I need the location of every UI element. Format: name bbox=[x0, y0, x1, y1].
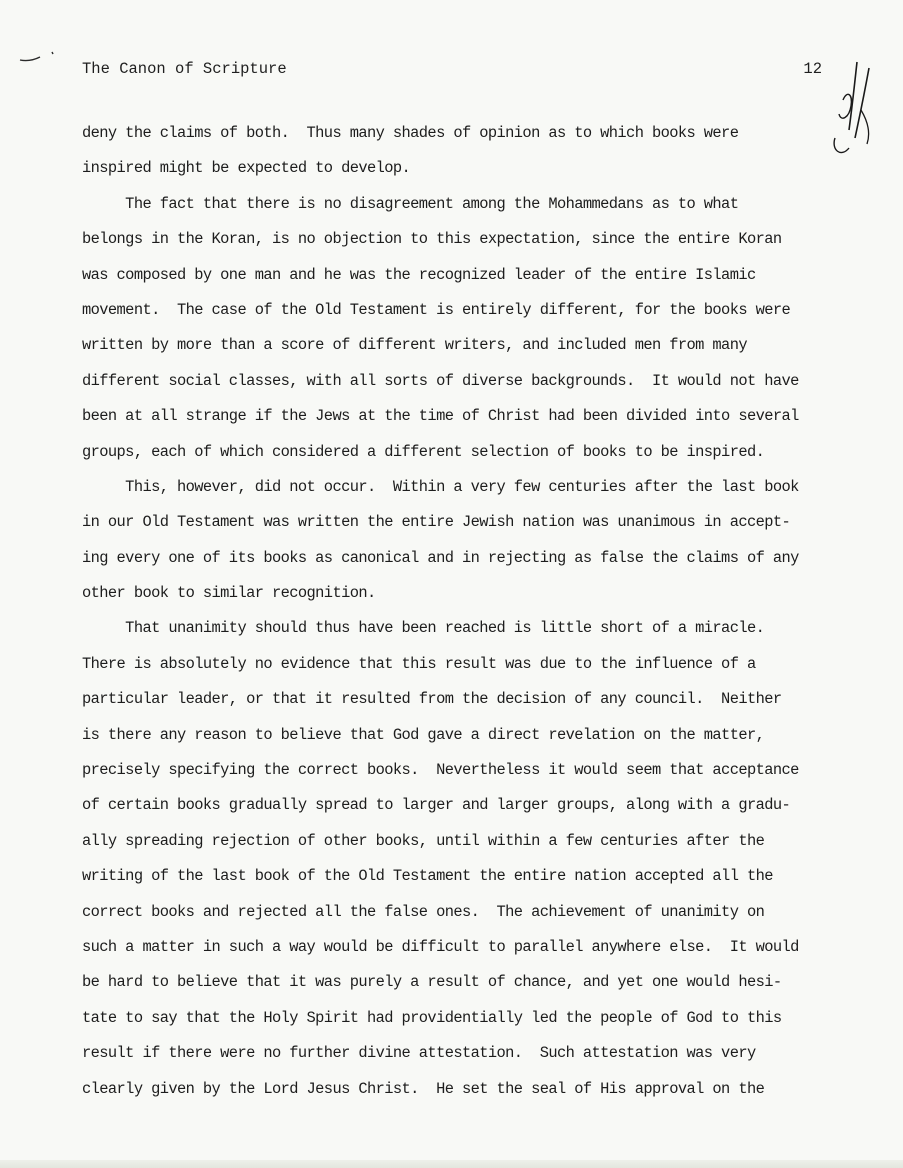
text-line: ally spreading rejection of other books, until within a few centuries after the bbox=[82, 831, 765, 850]
text-line: been at all strange if the Jews at the time of Christ had been divided into several bbox=[82, 407, 799, 426]
text-line: particular leader, or that it resulted from the decision of any council. Neither bbox=[82, 690, 782, 709]
text-line: There is absolutely no evidence that this result was due to the influence of a bbox=[82, 654, 756, 673]
text-line: tate to say that the Holy Spirit had providentially led the people of God to this bbox=[82, 1008, 782, 1027]
text-line: correct books and rejected all the false ones. The achievement of unanimity on bbox=[82, 902, 765, 921]
text-line: was composed by one man and he was the recognized leader of the entire Islamic bbox=[82, 265, 756, 284]
text-line: result if there were no further divine attestation. Such attestation was very bbox=[82, 1044, 756, 1063]
running-title: The Canon of Scripture bbox=[82, 60, 287, 78]
text-line: different social classes, with all sorts of diverse backgrounds. It would not have bbox=[82, 371, 799, 390]
text-line: That unanimity should thus have been reached is little short of a miracle. bbox=[82, 619, 765, 638]
text-line: such a matter in such a way would be difficult to parallel anywhere else. It would bbox=[82, 937, 799, 956]
text-line: ing every one of its books as canonical and in rejecting as false the claims of any bbox=[82, 548, 799, 567]
text-line: clearly given by the Lord Jesus Christ. He set the seal of His approval on the bbox=[82, 1079, 765, 1098]
text-line: belongs in the Koran, is no objection to this expectation, since the entire Koran bbox=[82, 230, 782, 249]
text-line: movement. The case of the Old Testament is entirely different, for the books were bbox=[82, 300, 791, 319]
page-bottom-edge bbox=[0, 1160, 903, 1168]
body-text bbox=[82, 116, 828, 1107]
text-line: The fact that there is no disagreement among the Mohammedans as to what bbox=[82, 194, 739, 213]
handwritten-margin-mark bbox=[827, 60, 877, 160]
text-line: in our Old Testament was written the entire Jewish nation was unanimous in accept- bbox=[82, 513, 791, 532]
text-line: inspired might be expected to develop. bbox=[82, 159, 411, 178]
stray-pen-mark bbox=[18, 48, 62, 66]
text-line: written by more than a score of different writers, and included men from many bbox=[82, 336, 747, 355]
text-line: deny the claims of both. Thus many shades of opinion as to which books were bbox=[82, 124, 739, 142]
page-number: 12 bbox=[803, 60, 822, 78]
page-header bbox=[82, 60, 822, 86]
text-line: groups, each of which considered a different selection of books to be inspired. bbox=[82, 442, 765, 461]
text-line: This, however, did not occur. Within a very few centuries after the last book bbox=[82, 477, 799, 496]
text-line: other book to similar recognition. bbox=[82, 584, 376, 603]
text-line: is there any reason to believe that God gave a direct revelation on the matter, bbox=[82, 725, 765, 744]
text-line: precisely specifying the correct books. Nevertheless it would seem that acceptance bbox=[82, 761, 799, 780]
text-line: writing of the last book of the Old Testament the entire nation accepted all the bbox=[82, 867, 773, 886]
text-line: of certain books gradually spread to larger and larger groups, along with a gradu- bbox=[82, 796, 791, 815]
text-line: be hard to believe that it was purely a result of chance, and yet one would hesi- bbox=[82, 973, 782, 992]
